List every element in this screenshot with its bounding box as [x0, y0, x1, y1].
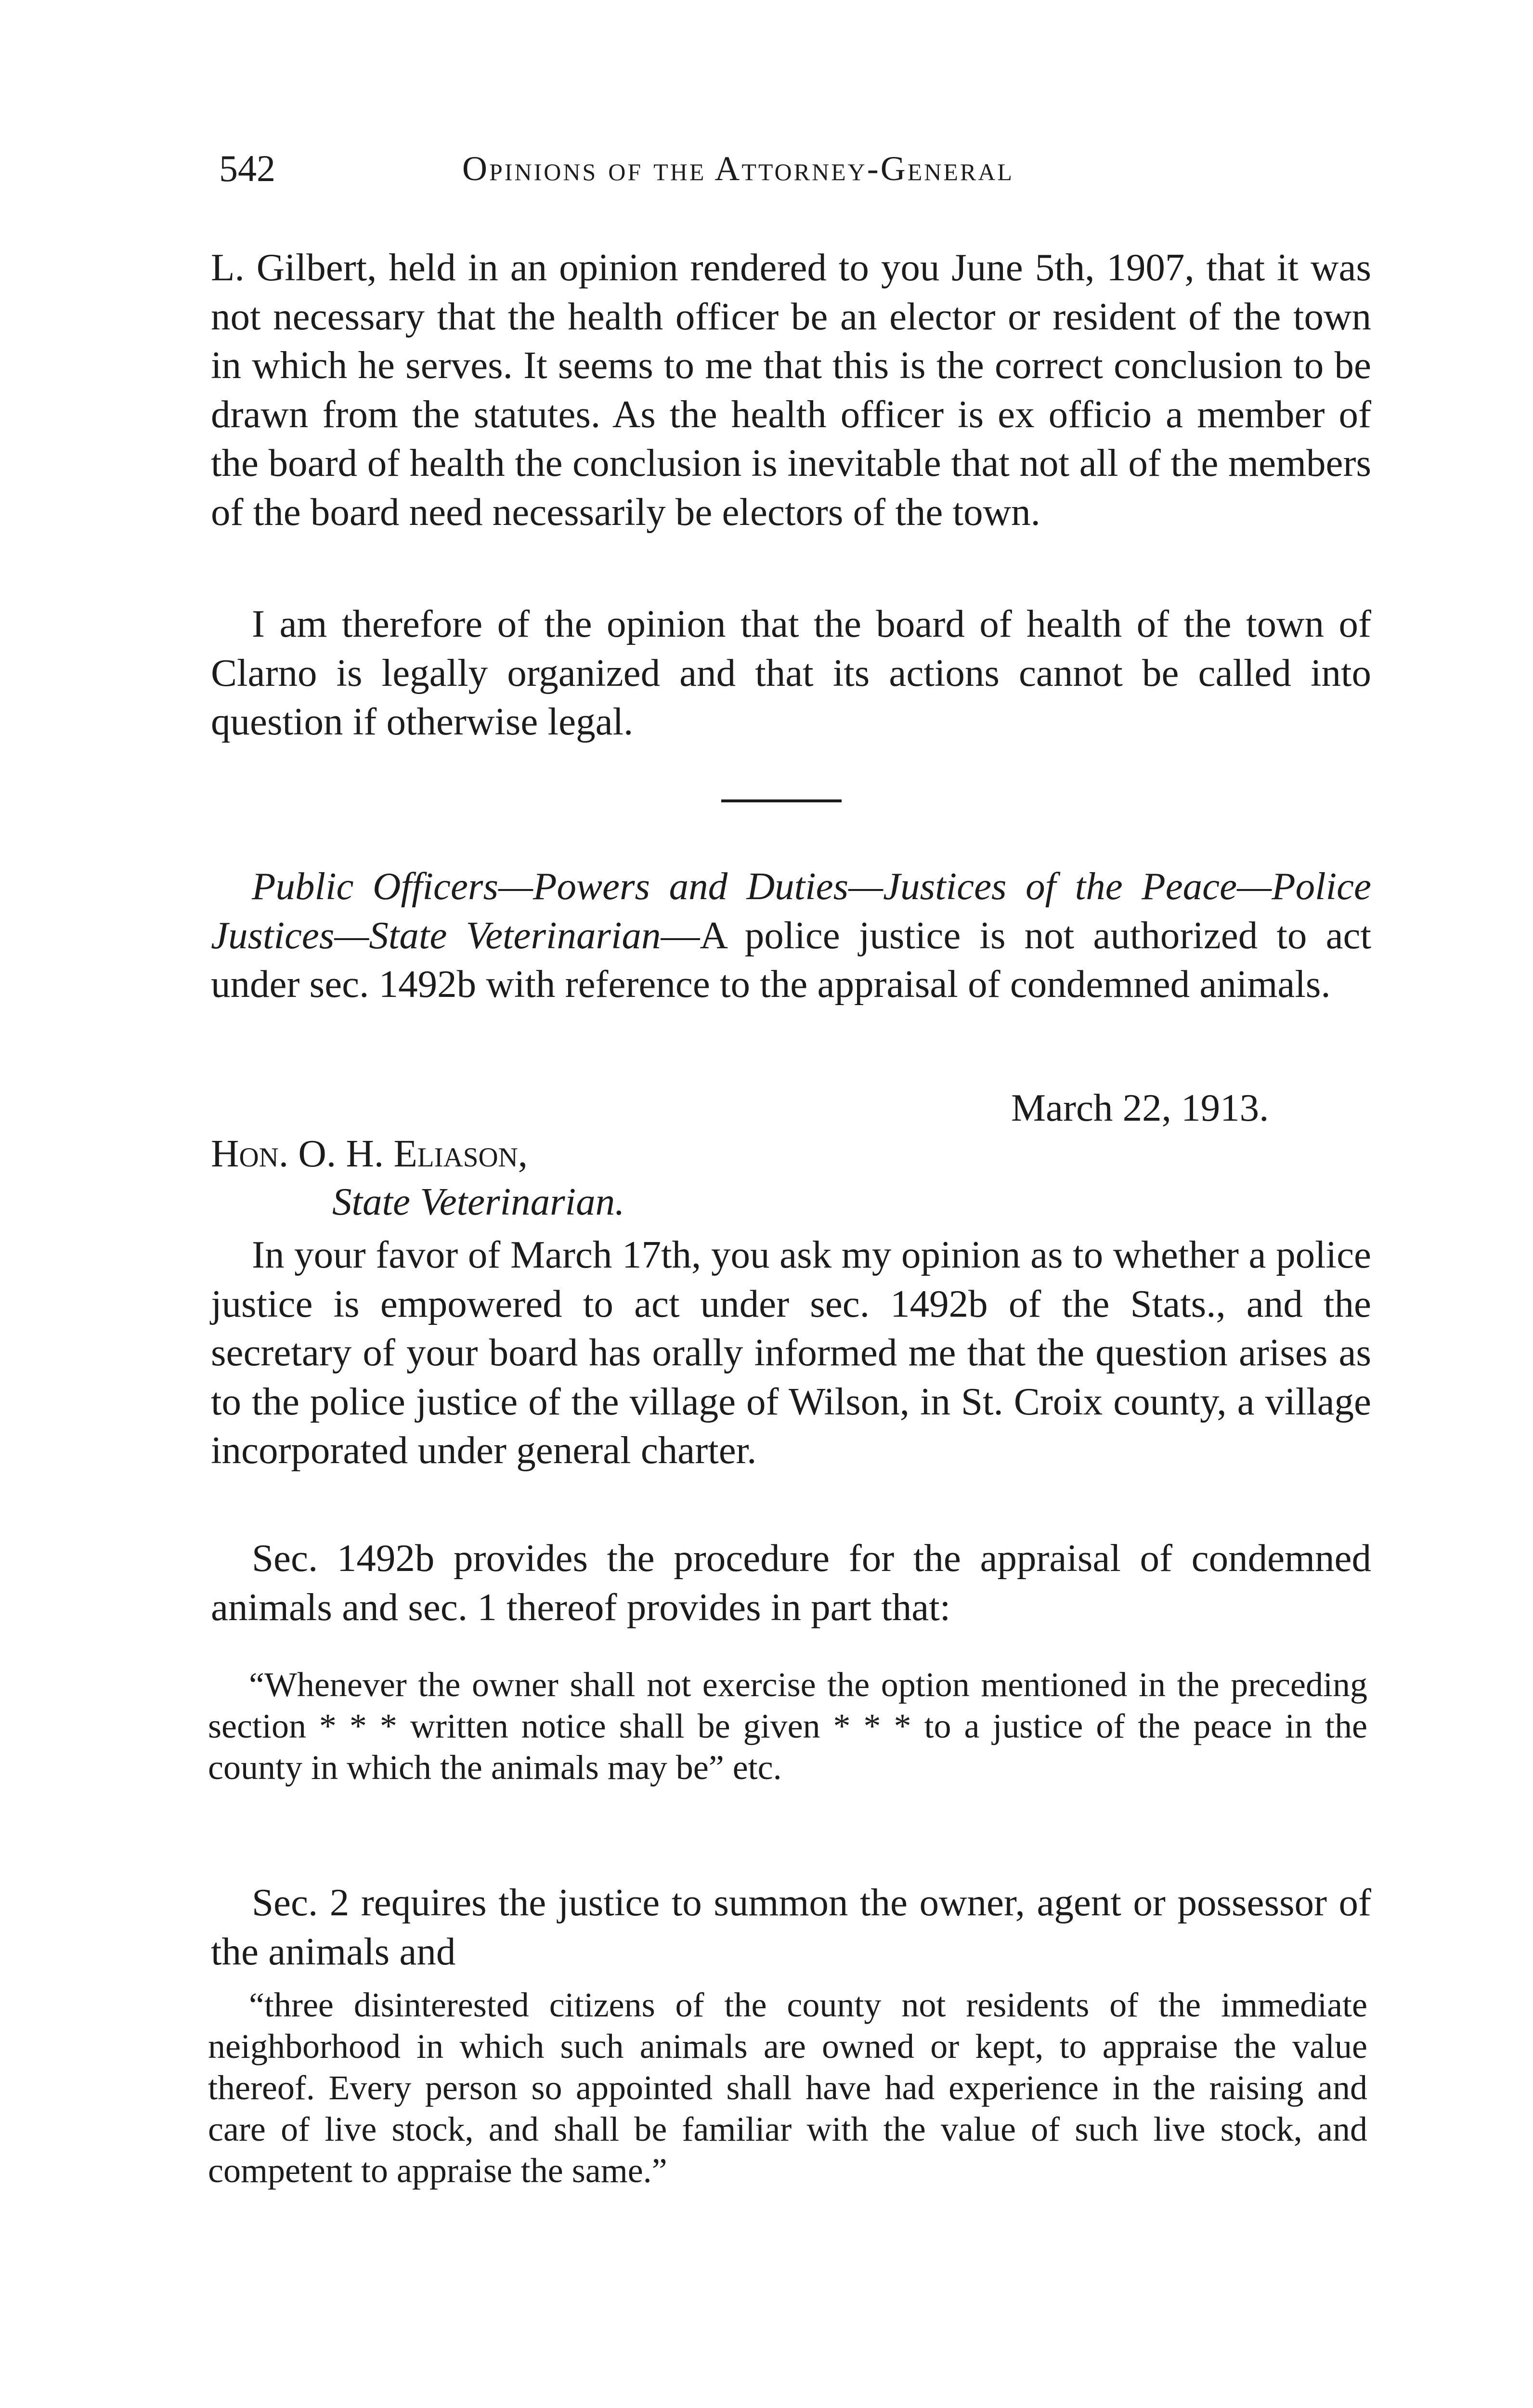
quote-text: “Whenever the owner shall not exercise the option mentioned in the preceding section * * * written notice shall be given * * * to a justice of the peace in the county in which the animals may be” etc. — [208, 1665, 1367, 1787]
headnote-summary: —A police justice is not authorized to act under sec. 1492b with reference to the appraisal of condemned animals. — [211, 913, 1371, 1006]
statute-quote-section-1 — [208, 1664, 1367, 1788]
page-number: 542 — [219, 147, 275, 189]
quote-text: “three disinterested citizens of the county not residents of the immediate neighborhood in which such animals are owned or kept, to appraise the value thereof. Every person so appointed shall have had experience in the raising and care of live stock, and shall be familiar with the value of such live stock, and competent to appraise the same.” — [208, 1986, 1367, 2190]
running-title: Opinions of the Attorney-General — [462, 149, 1014, 188]
paragraph-inquiry — [211, 1230, 1371, 1475]
running-header — [219, 144, 1365, 197]
paragraph-text: In your favor of March 17th, you ask my opinion as to whether a police justice is empowered to act under sec. 1492b of the Stats., and the secretary of your board has orally informed me that the question arises as to the police justice of the village of Wilson, in St. Croix county, a village incorporated under general charter. — [211, 1233, 1371, 1472]
paragraph-section-2 — [211, 1878, 1371, 1976]
letter-date: March 22, 1913. — [1011, 1086, 1269, 1129]
paragraph-text: L. Gilbert, held in an opinion rendered to you June 5th, 1907, that it was not necessary that the health officer be an elector or resident of the town in which he serves. It seems to me that this is the correct conclusion to be drawn from the statutes. As the health officer is ex officio a member of the board of health the conclusion is inevitable that not all of the members of the board need necessarily be electors of the town. — [211, 246, 1371, 534]
paragraph-text: Sec. 2 requires the justice to summon the owner, agent or possessor of the animals and — [211, 1881, 1371, 1973]
paragraph-procedure — [211, 1534, 1371, 1632]
statute-quote-section-2 — [208, 1984, 1367, 2191]
headnote-topics: Public Officers—Powers and Duties—Justices of the Peace—Police Justices—State Veterinarian — [211, 864, 1371, 957]
addressee-title: State Veterinarian. — [332, 1180, 625, 1223]
paragraph-text: I am therefore of the opinion that the board of health of the town of Clarno is legally organized and that its actions cannot be called into question if otherwise legal. — [211, 602, 1371, 743]
headnote — [211, 862, 1371, 1009]
paragraph-text: Sec. 1492b provides the procedure for the appraisal of condemned animals and sec. 1 thereof provides in part that: — [211, 1536, 1371, 1629]
paragraph-gilbert-opinion — [211, 243, 1371, 537]
section-divider — [721, 799, 842, 802]
paragraph-conclusion — [211, 600, 1371, 746]
addressee-name: Hon. O. H. Eliason, — [211, 1132, 528, 1175]
